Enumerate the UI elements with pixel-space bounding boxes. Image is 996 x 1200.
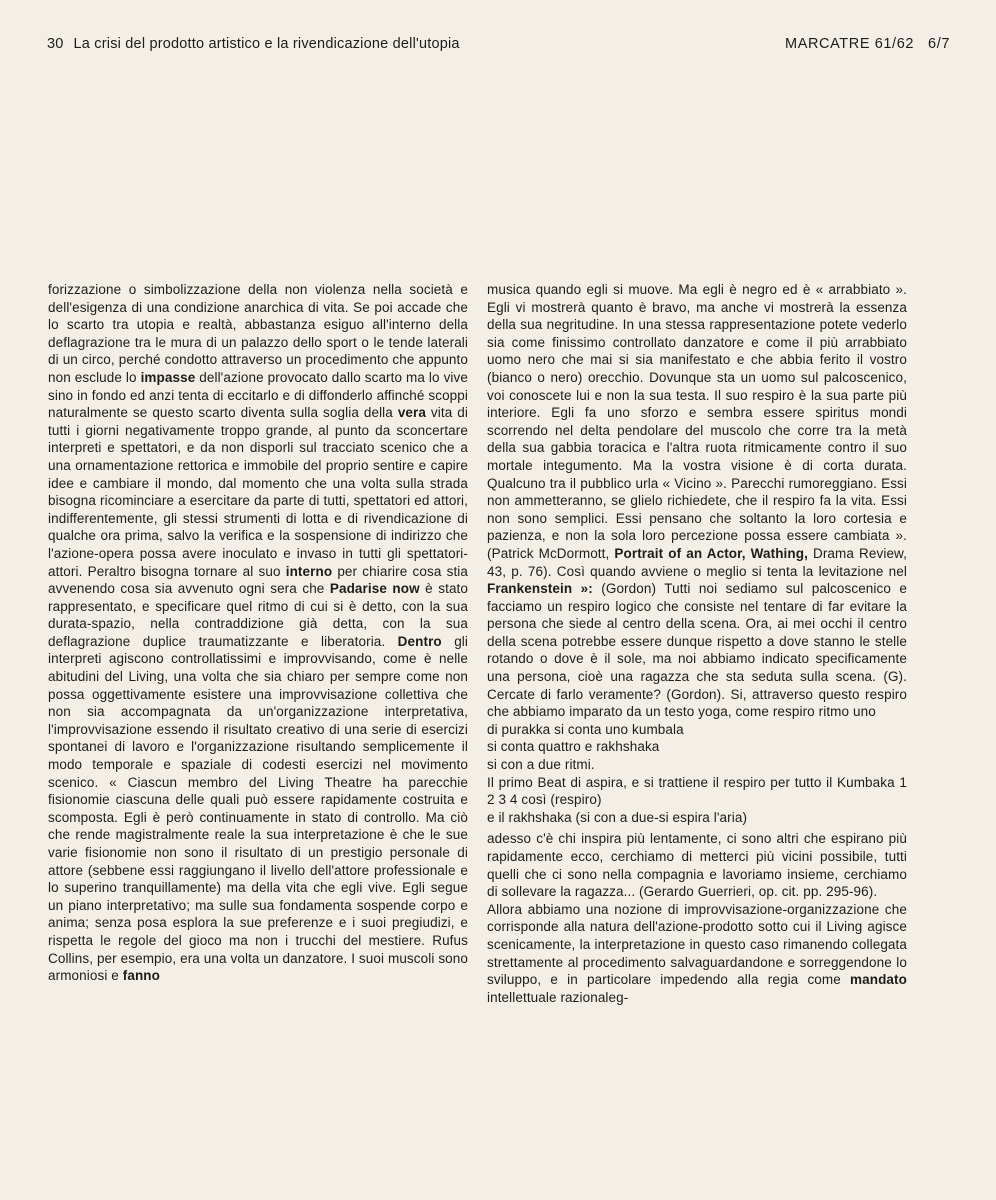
left-column	[48, 281, 468, 985]
text-run: per chiarire cosa stia avvenendo cosa sia avvenuto ogni sera che	[48, 563, 468, 597]
issue-number: 6/7	[928, 36, 950, 52]
running-title: La crisi del prodotto artistico e la rivendicazione dell'utopia	[73, 36, 460, 52]
bold-term: fanno	[122, 968, 160, 984]
text-run: intellettuale razionaleg-	[487, 989, 629, 1005]
text-run: forizzazione o simbolizzazione della non violenza nella società e dell'esigenza di una condizione anarchica di vita. Se poi accade che lo scarto tra utopia e realtà, abbastanza esiguo all'interno della deflagrazione tra le mura di un palazzo dello sport o le tende laterali di un circo, perché condotto attraverso un procedimento che appunto non esclude lo	[48, 282, 468, 385]
verse-line-indented: e il rakhshaka (si con a due-si espira l'aria)	[487, 809, 748, 825]
bold-term: interno	[285, 563, 333, 579]
right-column	[487, 281, 907, 1006]
yoga-verse	[487, 721, 907, 774]
right-paragraph-2: adesso c'è chi inspira più lentamente, ci sono altri che espirano più rapidamente ecco, cerchiamo di metterci più vicini possibile, tutti quelli che ci sono nella compagnia e lavoriamo insieme, cerchiamo di sollevare la ragazza... (Gerardo Guerrieri, op. cit. pp. 295-96).	[487, 831, 907, 900]
text-run: Drama Review, 43, p. 76). Così quando avviene o meglio si tenta la levitazione nel	[487, 545, 908, 579]
verse-line: si conta quattro e rakhshaka	[487, 739, 660, 755]
bold-term: mandato	[850, 972, 907, 988]
text-run: Allora abbiamo una nozione di improvvisazione-organizzazione che corrisponde alla natura dell'azione-prodotto sotto cui il Living agisce scenicamente, la interpretazione in questo caso rimanendo collegata strettamente al procedimento salvaguardandone e sorreggendone lo sviluppo, e in particolare impedendo alla regia come	[487, 901, 907, 988]
header-left	[47, 36, 460, 52]
verse-paragraph: Il primo Beat di aspira, e si trattiene il respiro per tutto il Kumbaka 1 2 3 4 così (respiro)	[487, 774, 907, 808]
bold-term: impasse	[140, 369, 196, 385]
bold-term: Dentro	[397, 633, 442, 649]
text-run: musica quando egli si muove. Ma egli è negro ed è « arrabbiato ». Egli vi mostrerà quanto è bravo, ma anche vi mostrerà la essenza della sua negritudine. In una stessa rappresentazione potete vederlo sia come finissimo controllato danzatore e come il più arrabbiato uomo nero che mai si sia manifestato e che abbia ferito il vostro (bianco o nero) orecchio. Dovunque sta un uomo sul palcoscenico, voi conoscete lui e non la sua testa. Il suo respiro è la sua parte più interiore. Egli fa uno sforzo e sembra essere spiritus mondi scorrendo nel delta pendolare del muscolo che corre tra la metà della sua gabbia toracica e l'altra ruota ritmicamente contro il suo mortale integumento. Ma la vostra visione è di corta durata. Qualcuno tra il pubblico urla « Vicino ». Parecchi rumoreggiano. Essi non ammetteranno, se glielo richiedete, che il respiro fa la vita. Essi non sono semplici. Essi pensano che soltanto la loro cortesia e pazienza, e non la sola loro percezione possa essere cambiata ». (Patrick McDormott,	[487, 282, 907, 561]
bold-title: Portrait of an Actor, Wathing,	[614, 545, 808, 561]
bold-term: vera	[397, 405, 426, 421]
magazine-name: MARCATRE 61/62	[785, 36, 915, 52]
page-number: 30	[47, 36, 64, 52]
text-run: è stato rappresentato, e specificare quel ritmo di cui si è detto, con la sua durata-spazio, nella contraddizione già detta, con la sua deflagrazione duplice traumatizzante e liberatoria.	[48, 581, 469, 649]
page-header	[47, 36, 950, 60]
left-paragraph	[48, 281, 468, 985]
text-run: gli interpreti agiscono controllatissimi e improvvisando, come è nelle abitudini del Living, una volta che sia chiaro per sempre come non possa oggettivamente esistere una improvvisazione collettiva che non sia accompagnata da un'organizzazione interpretativa, l'improvvisazione essendo il risultato creativo di una serie di esercizi spontanei di lavoro e l'organizzazione risultando semplicemente il modo temporale e spaziale di codesti esercizi nel movimento scenico. « Ciascun membro del Living Theatre ha parecchie fisionomie ciascuna delle quali può essere rapidamente costruita e scomposta. Egli è però continuamente in stato di controllo. Ma ciò che rende magistralmente reale la sua interpretazione è che le sue varie fisionomie non sono il risultato di un prestigio personale di attore (sebbene essi raggiungano il livello dell'attore professionale e lo superino tranquillamente) ma della vita che egli vive. Egli segue un piano interpretativo; ma sulle sua fondamenta sospende corpo e anima; senza posa esplora la sue preferenze e i suoi pregiudizi, e rispetta le regole del gioco ma non i trucchi del mestiere. Rufus Collins, per esempio, era una volta un danzatore. I suoi muscoli sono armoniosi e	[48, 633, 468, 984]
header-right	[785, 36, 950, 52]
right-paragraph-3	[487, 901, 907, 1007]
text-run: vita di tutti i giorni negativamente troppo grande, al punto da sconcertare interpreti e spettatori, e da non disporli sul tracciato scenico che a una ornamentazione rettorica e immobile del proprio sentire e capire idee e cambiare il mondo, dal momento che una volta sulla strada bisogna ricominciare a esercitare da parte di tutti, spettatori ed attori, indifferentemente, gli stessi strumenti di lotta e di rivendicazione di qualche ora prima, salvo la verifica e la sospensione di indirizzo che l'azione-opera possa avere inoculato e invaso in tutti gli spettatori-attori. Peraltro bisogna tornare al suo	[48, 405, 468, 579]
bold-term: Padarise now	[329, 581, 420, 597]
verse-line: di purakka si conta uno kumbala	[487, 721, 684, 737]
verse-line: si con a due ritmi.	[487, 757, 595, 773]
bold-title: Frankenstein »:	[487, 581, 593, 597]
right-paragraph	[487, 281, 907, 721]
text-run: (Gordon) Tutti noi sediamo sul palcoscenico e facciamo un respiro logico che consiste nel tentare di far evitare la persona che siede al centro della scena. Ora, ai mei occhi il centro della scena potrebbe essere dunque rispetto a dove stanno le stelle rotando o dove è il sole, ma noi abbiamo indicato specificamente una persona, cioè una ragazza che sta seduta sulla scena. (G). Cercate di farlo veramente? (Gordon). Si, attraverso questo respiro che abbiamo imparato da un testo yoga, come respiro ritmo uno	[487, 581, 907, 720]
text-run: dell'azione provocato dallo scarto ma lo vive sino in fondo ed anzi tenta di eccitarlo e di diffonderlo affinché scoppi naturalmente se questo scarto diventa sulla soglia della	[48, 369, 468, 421]
